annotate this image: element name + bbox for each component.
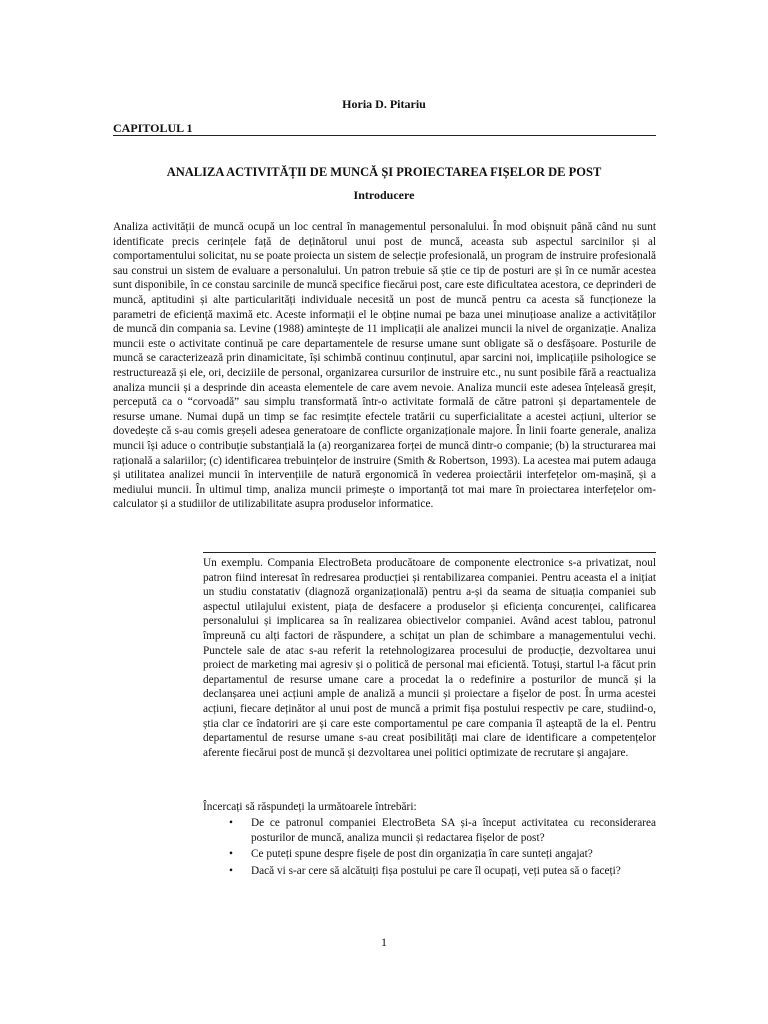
question-text: Ce puteți spune despre fișele de post din organizația în care sunteți angajat? — [251, 848, 593, 861]
bullet-icon: • — [229, 848, 233, 861]
questions-list — [203, 816, 656, 880]
questions-intro: Încercați să răspundeți la următoarele întrebări: — [203, 801, 417, 813]
list-item — [203, 816, 656, 845]
author-name: Horia D. Pitariu — [342, 97, 426, 111]
example-paragraph: Un exemplu. Compania ElectroBeta producătoare de componente electronice s-a privatizat, noul patron fiind interesat în redresarea producției și rentabilizarea companiei. Pentru aceasta el a inițiat un studiu constatativ (diagnoză organizațională) pentru a-și da seama de situația companiei sub aspectul utilajului existent, piața de desfacere a produselor și eficiența concurenței, calificarea personalului și implicarea sa în realizarea obiectivelor companiei. Având acest tablou, patronul împreună cu alți factori de răspundere, a schițat un plan de schimbare a managementului vechi. Punctele sale de atac s-au referit la retehnologizarea procesului de producție, dezvoltarea unui proiect de marketing mai agresiv și o politică de personal mai eficientă. Totuși, startul l-a făcut prin departamentul de resurse umane care a procedat la o redefinire a posturilor de muncă și la declanșarea unei acțiuni ample de analiză a muncii și proiectare a fișelor de post. În urma acestei acțiuni, fiecare deținător al unui post de muncă a primit fișa postului respectiv pe care, studiind-o, știa clar ce îndatoriri are și care este comportamentul pe care compania îl așteaptă de la el. Pentru departamentul de resurse umane s-au creat posibilități mai clare de identificare a competențelor aferente fiecărui post de muncă și dezvoltarea unei politici optimizate de recrutare și angajare. — [203, 557, 656, 759]
list-item — [203, 847, 656, 862]
bullet-icon: • — [229, 864, 233, 877]
example-divider — [203, 552, 656, 553]
list-item — [203, 864, 656, 879]
chapter-heading: CAPITOLUL 1 — [113, 121, 193, 135]
bullet-icon: • — [229, 817, 233, 829]
question-text: De ce patronul companiei ElectroBeta SA și-a început activitatea cu reconsiderarea posturilor de muncă, analiza muncii și redactarea fișelor de post? — [251, 817, 656, 844]
question-text: Dacă vi s-ar cere să alcătuiți fișa postului pe care îl ocupați, veți putea să o faceți? — [251, 864, 621, 877]
chapter-divider — [113, 135, 656, 136]
page-number: 1 — [381, 935, 387, 949]
chapter-title: ANALIZA ACTIVITĂȚII DE MUNCĂ ȘI PROIECTAREA FIȘELOR DE POST — [166, 165, 602, 179]
section-subtitle: Introducere — [353, 188, 415, 202]
intro-paragraph: Analiza activității de muncă ocupă un loc central în managementul personalului. În mod obișnuit până când nu sunt identificate precis cerințele față de deținătorul unui post de muncă, aceasta sub aspectul sarcinilor și al comportamentului solicitat, nu se poate proiecta un sistem de selecție profesională, un program de instruire profesională sau construi un sistem de evaluare a personalului. Un patron trebuie să știe ce tip de posturi are și în ce număr acestea sunt disponibile, în ce constau sarcinile de muncă specifice fiecărui post, care este dificultatea acestora, ce deprinderi de muncă, aptitudini și alte particularități individuale necesită un post de muncă pentru ca acesta să funcționeze la parametri de eficiență maximă etc. Aceste informații el le obține numai pe baza unei minuțioase analize a activităților de muncă din compania sa. Levine (1988) amintește de 11 implicații ale analizei muncii la nivel de organizație. Analiza muncii este o activitate continuă pe care departamentele de resurse umane sunt obligate să o desfășoare. Posturile de muncă se caracterizează prin dinamicitate, își schimbă continuu conținutul, apar sarcini noi, implicațiile psihologice se restructurează și ele, ori, deciziile de personal, organizarea cursurilor de instruire etc., nu sunt posibile fără a reactualiza analiza muncii și a desprinde din aceasta elementele de care avem nevoie. Analiza muncii este adesea înțeleasă greșit, percepută ca o “corvoadă” sau simplu transformată într-o activitate formală de către patroni și departamentele de resurse umane. Numai după un timp se fac resimțite efectele tratării cu superficialitate a acestei acțiuni, ulterior se dovedește că s-au comis greșeli adesea generatoare de conflicte organizaționale majore. În linii foarte generale, analiza muncii își aduce o contribuție substanțială la (a) reorganizarea forței de muncă dintr-o companie; (b) la structurarea mai rațională a salariilor; (c) identificarea trebuințelor de instruire (Smith & Robertson, 1993). La acestea mai putem adauga și utilitatea analizei muncii în intervențiile de natură ergonomică în vederea proiectării interfețelor om-mașină, și a mediului muncii. În ultimul timp, analiza muncii primește o importanță tot mai mare în proiectarea interfețelor om-calculator și a studiilor de utilizabilitate asupra produselor informatice. — [113, 221, 656, 511]
